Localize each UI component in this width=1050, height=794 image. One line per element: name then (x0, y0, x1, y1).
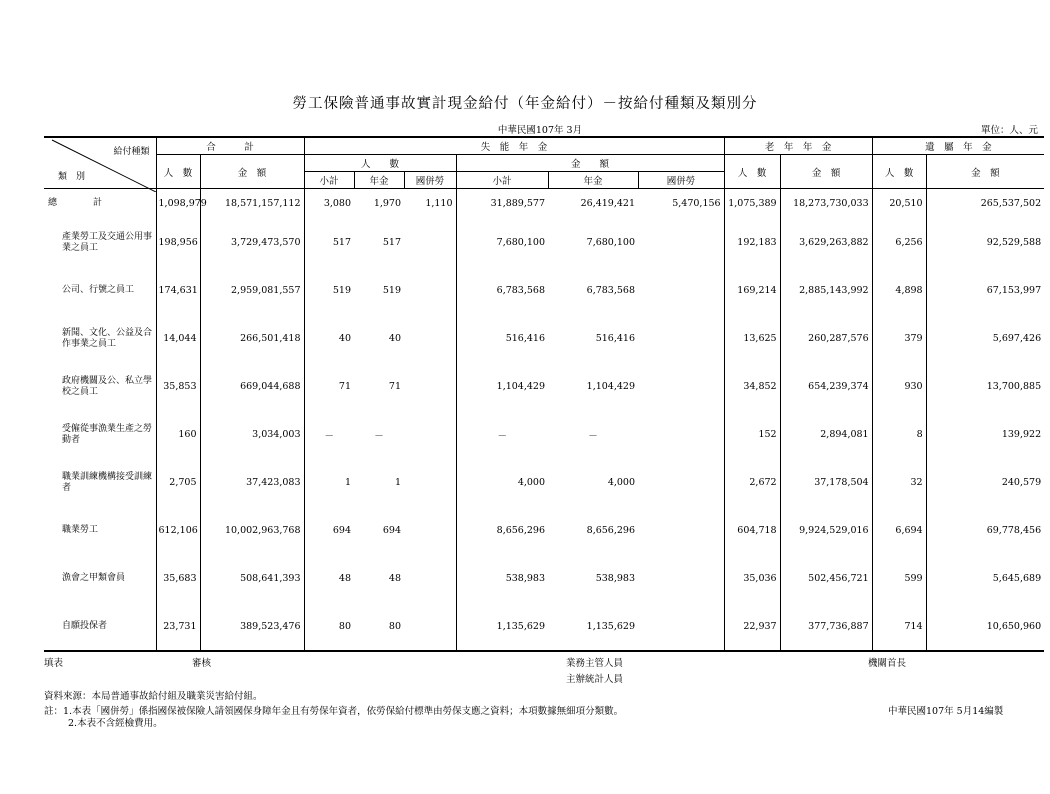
cell-s-p: 8 (872, 411, 926, 459)
cell-s-p: 6,256 (872, 219, 926, 267)
cell-total-p: 160 (156, 411, 200, 459)
cell-da-ann: 1,135,629 (548, 603, 638, 651)
cell-o-p: 22,937 (724, 603, 780, 651)
cell-d-ann: 71 (388, 381, 402, 392)
table-row (44, 267, 1044, 315)
cell-s-p: 379 (872, 315, 926, 363)
footer-source: 資料來源：本局普通事故給付組及職業災害給付組。 (44, 691, 263, 702)
cell-d-ann: 1,970 (373, 198, 402, 210)
cell-d-comb (404, 507, 456, 555)
cell-total-a: 2,959,081,557 (200, 267, 304, 315)
cell-d-sub: 519 (304, 267, 354, 315)
header-total-amount: 金 額 (200, 155, 304, 189)
table-row (44, 363, 1044, 411)
row-label: 職業勞工 (62, 525, 99, 535)
cell-o-a: 9,924,529,016 (780, 507, 872, 555)
cell-total-a: 266,501,418 (200, 315, 304, 363)
cell-total-a: 37,423,083 (200, 459, 304, 507)
cell-total-a: 3,729,473,570 (200, 219, 304, 267)
cell-s-p: 599 (872, 555, 926, 603)
cell-s-a: 13,700,885 (926, 363, 1044, 411)
row-label: 產業勞工及交通公用事業之員工 (62, 231, 153, 253)
cell-s-a: 67,153,997 (926, 267, 1044, 315)
cell-d-sub: 40 (304, 315, 354, 363)
cell-s-a: 92,529,588 (926, 219, 1044, 267)
cell-da-comb (638, 363, 724, 411)
footer-reviewer: 審核 (192, 658, 212, 669)
cell-total-a: 508,641,393 (200, 555, 304, 603)
footer-filler: 填表 (44, 658, 64, 669)
cell-s-a: 69,778,456 (926, 507, 1044, 555)
corner-bottom-label: 類 別 (58, 172, 86, 182)
table-row (44, 315, 1044, 363)
cell-total-p: 35,853 (156, 363, 200, 411)
row-label: 公司、行號之員工 (62, 285, 135, 295)
cell-total-p: 2,705 (156, 459, 200, 507)
cell-total-p: 198,956 (156, 219, 200, 267)
header-surv-people: 人 數 (872, 155, 926, 189)
cell-d-ann: 1 (394, 477, 402, 488)
header-dis-amount: 金 額 (456, 155, 724, 172)
cell-da-comb (638, 267, 724, 315)
cell-o-p: 35,036 (724, 555, 780, 603)
footer-note-2: 2.本表不含經檢費用。 (68, 718, 163, 729)
cell-o-p: 152 (724, 411, 780, 459)
cell-total-p: 35,683 (156, 555, 200, 603)
header-dis-people: 人 數 (304, 155, 456, 172)
cell-da-sub: － (456, 411, 548, 459)
footer-head: 機關首長 (868, 658, 907, 669)
cell-s-p: 20,510 (872, 189, 926, 219)
cell-d-ann: 694 (382, 525, 402, 536)
cell-o-p: 604,718 (724, 507, 780, 555)
cell-d-comb (404, 459, 456, 507)
header-dis-p-subtotal: 小計 (304, 172, 354, 189)
cell-total-a: 10,002,963,768 (200, 507, 304, 555)
row-label: 職業訓練機構接受訓練者 (62, 471, 153, 493)
cell-s-a: 5,645,689 (926, 555, 1044, 603)
cell-da-comb (638, 507, 724, 555)
header-dis-a-combined: 國併勞 (638, 172, 724, 189)
cell-o-a: 18,273,730,033 (780, 189, 872, 219)
cell-da-ann: 538,983 (595, 573, 636, 584)
cell-da-ann: 516,416 (595, 333, 636, 344)
cell-da-ann: － (588, 430, 598, 442)
cell-o-a: 377,736,887 (780, 603, 872, 651)
row-label: 受僱從事漁業生產之勞動者 (62, 423, 153, 445)
cell-s-a: 5,697,426 (926, 315, 1044, 363)
footer-compiled: 中華民國107年 5月14編製 (888, 706, 1004, 717)
cell-da-ann: 4,000 (607, 477, 636, 488)
cell-total-a: 389,523,476 (200, 603, 304, 651)
table-body (44, 189, 1044, 651)
cell-s-p: 714 (872, 603, 926, 651)
cell-da-ann: 26,419,421 (580, 198, 636, 210)
cell-s-p: 4,898 (872, 267, 926, 315)
cell-d-ann: 517 (382, 237, 402, 248)
cell-o-p: 13,625 (724, 315, 780, 363)
header-total-people: 人 數 (156, 155, 200, 189)
cell-d-sub: 3,080 (304, 189, 354, 219)
cell-d-sub: 80 (304, 603, 354, 651)
cell-d-sub: 1 (304, 459, 354, 507)
cell-d-ann: 519 (382, 285, 402, 296)
cell-s-p: 930 (872, 363, 926, 411)
header-total: 合 計 (156, 137, 304, 155)
row-label: 漁會之甲類會員 (62, 573, 126, 583)
cell-d-sub: － (304, 411, 354, 459)
cell-o-a: 502,456,721 (780, 555, 872, 603)
cell-o-p: 34,852 (724, 363, 780, 411)
cell-da-comb (638, 459, 724, 507)
cell-d-comb (404, 219, 456, 267)
cell-da-ann: 8,656,296 (586, 525, 636, 536)
header-survivor: 遺 屬 年 金 (872, 137, 1044, 155)
header-corner (44, 137, 156, 189)
row-label: 政府機關及公、私立學校之員工 (62, 375, 153, 397)
header-dis-p-annuity: 年金 (354, 172, 404, 189)
cell-da-ann: 6,783,568 (586, 285, 636, 296)
table-row (44, 219, 1044, 267)
table-row (44, 603, 1044, 651)
cell-total-a: 18,571,157,112 (200, 189, 304, 219)
table-row (44, 411, 1044, 459)
header-disability: 失 能 年 金 (304, 137, 724, 155)
cell-da-sub: 1,104,429 (456, 363, 548, 411)
cell-d-comb (404, 603, 456, 651)
header-dis-a-subtotal: 小計 (456, 172, 548, 189)
cell-da-comb: 5,470,156 (672, 198, 721, 210)
cell-da-sub: 538,983 (456, 555, 548, 603)
cell-o-a: 3,629,263,882 (780, 219, 872, 267)
header-old-people: 人 數 (724, 155, 780, 189)
cell-s-p: 6,694 (872, 507, 926, 555)
cell-d-sub: 48 (304, 555, 354, 603)
cell-s-a: 10,650,960 (926, 603, 1044, 651)
cell-s-p: 32 (872, 459, 926, 507)
cell-da-comb (638, 555, 724, 603)
cell-d-comb: 1,110 (425, 198, 453, 210)
cell-da-comb (638, 315, 724, 363)
cell-total-p: 174,631 (156, 267, 200, 315)
corner-top-label: 給付種類 (113, 147, 150, 157)
cell-da-comb (638, 411, 724, 459)
cell-da-sub: 31,889,577 (456, 189, 548, 219)
cell-d-ann: 40 (388, 333, 402, 344)
header-surv-amount: 金 額 (926, 155, 1044, 189)
cell-d-comb (404, 267, 456, 315)
cell-total-a: 669,044,688 (200, 363, 304, 411)
cell-total-p: 23,731 (156, 603, 200, 651)
table-row (44, 189, 1044, 219)
cell-d-comb (404, 555, 456, 603)
cell-s-a: 240,579 (926, 459, 1044, 507)
cell-o-a: 654,239,374 (780, 363, 872, 411)
cell-o-p: 169,214 (724, 267, 780, 315)
cell-d-ann: － (374, 430, 384, 442)
cell-d-comb (404, 363, 456, 411)
cell-da-sub: 6,783,568 (456, 267, 548, 315)
unit-label: 單位：人、元 (980, 125, 1038, 136)
cell-da-sub: 8,656,296 (456, 507, 548, 555)
cell-s-a: 265,537,502 (926, 189, 1044, 219)
cell-da-comb (638, 219, 724, 267)
cell-d-sub: 694 (304, 507, 354, 555)
cell-o-a: 2,885,143,992 (780, 267, 872, 315)
cell-d-ann: 80 (354, 603, 404, 651)
footer-stat-officer: 主辦統計人員 (566, 674, 624, 685)
cell-da-ann: 1,104,429 (586, 381, 636, 392)
cell-d-ann: 48 (388, 573, 402, 584)
footer-note-1: 註：1.本表「國併勞」係指國保被保險人請領國保身障年金且有勞保年資者，依勞保給付標準由勞保支應之資料；本項數據無細項分類數。 (44, 706, 624, 717)
cell-o-a: 37,178,504 (780, 459, 872, 507)
cell-total-a: 3,034,003 (200, 411, 304, 459)
report-date: 中華民國107年 3月 (497, 125, 583, 136)
cell-total-p: 14,044 (156, 315, 200, 363)
cell-total-p: 612,106 (156, 507, 200, 555)
row-label: 自願投保者 (44, 603, 156, 651)
cell-da-sub: 7,680,100 (456, 219, 548, 267)
row-label: 總 計 (48, 198, 103, 209)
table-row (44, 555, 1044, 603)
cell-o-p: 192,183 (724, 219, 780, 267)
cell-d-sub: 71 (304, 363, 354, 411)
cell-d-sub: 517 (304, 219, 354, 267)
row-label: 新聞、文化、公益及合作事業之員工 (62, 327, 153, 349)
table-row (44, 507, 1044, 555)
cell-d-comb (404, 315, 456, 363)
cell-o-p: 1,075,389 (724, 189, 780, 219)
cell-da-comb (638, 603, 724, 651)
cell-da-sub: 1,135,629 (456, 603, 548, 651)
footer-supervisor: 業務主管人員 (566, 658, 624, 669)
header-dis-a-annuity: 年金 (548, 172, 638, 189)
annuity-table (44, 136, 1044, 652)
header-dis-p-combined: 國併勞 (404, 172, 456, 189)
cell-total-p: 1,098,979 (156, 189, 200, 219)
page-title: 勞工保險普通事故實計現金給付（年金給付）－按給付種類及類別分 (292, 96, 758, 112)
cell-s-a: 139,922 (926, 411, 1044, 459)
cell-o-a: 260,287,576 (780, 315, 872, 363)
header-old-amount: 金 額 (780, 155, 872, 189)
header-oldage: 老 年 年 金 (724, 137, 872, 155)
cell-d-comb (404, 411, 456, 459)
cell-o-a: 2,894,081 (780, 411, 872, 459)
table-row (44, 459, 1044, 507)
cell-da-sub: 516,416 (456, 315, 548, 363)
cell-o-p: 2,672 (724, 459, 780, 507)
cell-da-sub: 4,000 (456, 459, 548, 507)
cell-da-ann: 7,680,100 (586, 237, 636, 248)
